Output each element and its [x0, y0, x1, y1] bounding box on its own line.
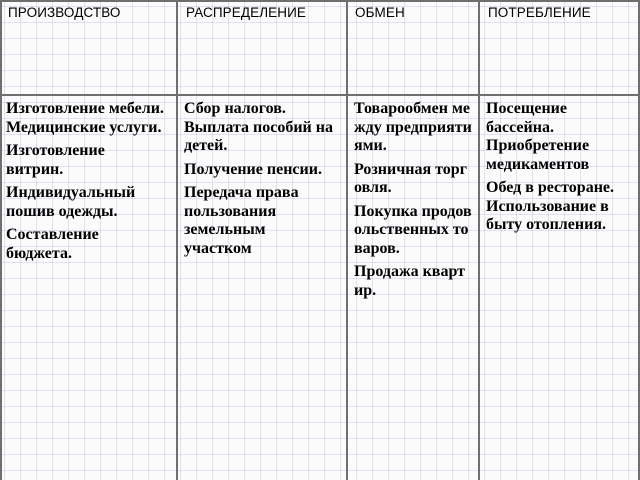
column-distribution	[184, 100, 344, 263]
header-production: ПРОИЗВОДСТВО	[8, 5, 121, 20]
header-divider	[0, 94, 640, 96]
column-consumption	[486, 100, 636, 240]
production-entry: Изготовление витрин.	[6, 142, 105, 178]
distribution-entry: Получение пенсии.	[184, 160, 322, 178]
production-entry: Индивидуальный пошив одежды.	[6, 184, 136, 220]
exchange-entry: Розничная торговля.	[354, 160, 467, 196]
consumption-entry: Посещение бассейна. Приобретение медикаментов	[486, 100, 590, 173]
production-entry: Изготовление мебели. Медицинские услуги.	[6, 100, 164, 136]
column-divider	[0, 0, 2, 480]
production-entry: Составление бюджета.	[6, 226, 99, 262]
column-divider	[478, 0, 480, 480]
exchange-entry: Покупка продовольственных товаров.	[354, 202, 472, 257]
column-divider	[346, 0, 348, 480]
consumption-entry: Обед в ресторане. Использование в быту отопления.	[486, 179, 615, 233]
column-production	[6, 100, 166, 268]
exchange-entry: Товарообмен между предприятиями.	[354, 100, 472, 154]
table-top-border	[0, 0, 640, 2]
column-exchange	[354, 100, 472, 305]
distribution-entry: Передача права пользования земельным участком	[184, 184, 299, 257]
column-divider	[176, 0, 178, 480]
header-consumption: ПОТРЕБЛЕНИЕ	[488, 5, 591, 20]
header-exchange: ОБМЕН	[355, 5, 405, 20]
exchange-entry: Продажа квартир.	[354, 263, 465, 299]
header-distribution: РАСПРЕДЕЛЕНИЕ	[186, 5, 307, 20]
distribution-entry: Сбор налогов. Выплата пособий на детей.	[184, 100, 333, 154]
